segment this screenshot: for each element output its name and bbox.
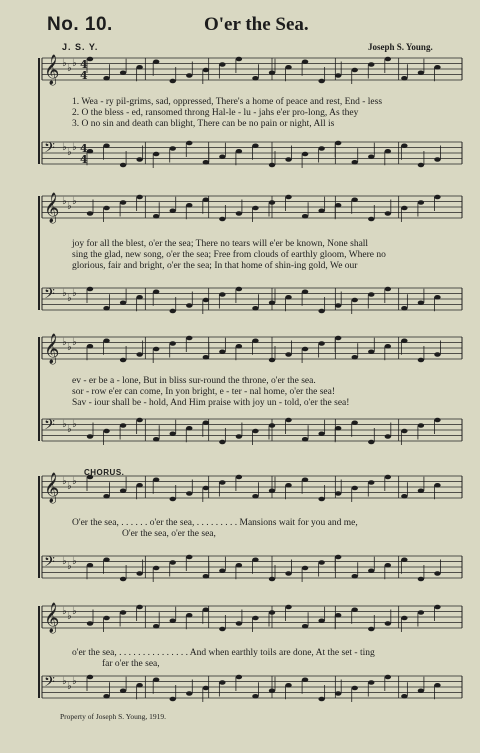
note-head [136,65,142,70]
lyric-line: joy for all the blest, o'er the sea; There no tears will e'er be known, None shall [72,239,369,249]
note-head [219,349,225,354]
flat-icon: ♭ [72,58,77,69]
flat-icon: ♭ [72,288,77,299]
note-head [401,306,407,311]
lyricist-credit: J. S. Y. [62,42,99,52]
note-head [368,480,374,485]
note-head [219,62,225,67]
flat-icon: ♭ [62,476,67,487]
note-head [434,195,440,200]
note-head [203,574,209,579]
note-head [219,680,225,685]
note-head [269,300,275,305]
note-head [269,488,275,493]
note-head [368,680,374,685]
note-head [186,555,192,560]
note-head [385,563,391,568]
note-head [203,68,209,73]
note-head [368,627,374,632]
note-head [120,610,126,615]
note-head [170,208,176,213]
note-head [252,206,258,211]
note-head [352,686,358,691]
note-head [368,349,374,354]
note-head [285,418,291,423]
note-head [103,557,109,562]
note-head [153,677,159,682]
lyric-line: o'er the sea, . . . . . . . . . . . . . . . And when earthly toils are done, At the set - ting [72,648,375,658]
note-head [252,143,258,148]
note-head [352,298,358,303]
flat-icon: ♭ [72,419,77,430]
lyric-line: sing the glad, new song, o'er the sea; Free from clouds of earthly gloom, Where no [72,250,386,260]
flat-icon: ♭ [62,606,67,617]
note-head [434,418,440,423]
note-head [170,431,176,436]
note-head [170,560,176,565]
flat-icon: ♭ [67,424,72,435]
note-head [120,688,126,693]
note-head [136,295,142,300]
hymn-title: O'er the Sea. [204,14,309,35]
note-head [186,426,192,431]
note-head [153,289,159,294]
note-head [219,627,225,632]
flat-icon: ♭ [67,611,72,622]
note-head [186,691,192,696]
bass-clef-icon: 𝄢 [44,286,55,306]
note-head [170,341,176,346]
note-head [236,211,242,216]
note-head [269,70,275,75]
note-head [236,344,242,349]
note-head [269,688,275,693]
time-signature: 4 [80,153,88,166]
flat-icon: ♭ [72,142,77,153]
flat-icon: ♭ [62,337,67,348]
note-head [385,287,391,292]
note-head [252,557,258,562]
note-head [203,486,209,491]
note-head [434,571,440,576]
time-signature: 4 [80,69,88,82]
note-head [418,163,424,168]
time-signature: 4 [80,142,88,155]
note-head [285,295,291,300]
note-head [269,423,275,428]
note-head [219,568,225,573]
note-head [136,195,142,200]
lyric-line: sor - row e'er can come, In yon bright, e - ter - nal home, o'er the sea! [72,387,335,397]
note-head [302,437,308,442]
treble-clef-icon: 𝄞 [44,473,60,503]
note-head [203,298,209,303]
note-head [170,146,176,151]
note-head [352,160,358,165]
note-head [401,694,407,699]
note-head [335,426,341,431]
note-head [385,675,391,680]
note-head [153,624,159,629]
note-head [401,429,407,434]
flat-icon: ♭ [72,196,77,207]
note-head [385,149,391,154]
note-head [368,217,374,222]
lyric-line: Sav - iour shall be - hold, And Him praise with joy un - told, o'er the sea! [72,398,350,408]
note-head [203,420,209,425]
bass-clef-icon: 𝄢 [44,417,55,437]
note-head [318,79,324,84]
note-head [170,309,176,314]
bass-clef-icon: 𝄢 [44,554,55,574]
note-head [335,691,341,696]
note-head [352,486,358,491]
note-head [368,292,374,297]
flat-icon: ♭ [67,293,72,304]
note-head [136,352,142,357]
note-head [418,488,424,493]
note-head [302,214,308,219]
treble-clef-icon: 𝄞 [44,334,60,364]
note-head [203,160,209,165]
note-head [153,152,159,157]
flat-icon: ♭ [62,288,67,299]
treble-clef-icon: 𝄞 [44,55,60,85]
note-head [87,211,93,216]
note-head [368,568,374,573]
note-head [120,70,126,75]
note-head [285,605,291,610]
flat-icon: ♭ [62,196,67,207]
note-head [103,494,109,499]
note-head [252,76,258,81]
lyric-line: 1. Wea - ry pil-grims, sad, oppressed, There's a home of peace and rest, End - less [72,97,383,107]
note-head [236,149,242,154]
note-head [87,57,93,62]
note-head [87,675,93,680]
flat-icon: ♭ [62,556,67,567]
note-head [186,613,192,618]
note-head [368,440,374,445]
note-head [302,347,308,352]
note-head [318,618,324,623]
flat-icon: ♭ [72,676,77,687]
flat-icon: ♭ [67,681,72,692]
lyric-line-bass: O'er the sea, o'er the sea, [122,529,216,539]
flat-icon: ♭ [72,606,77,617]
note-head [252,306,258,311]
note-head [170,79,176,84]
note-head [318,697,324,702]
note-head [352,574,358,579]
note-head [252,429,258,434]
note-head [269,163,275,168]
composer-credit: Joseph S. Young. [368,42,433,52]
note-head [236,57,242,62]
note-head [120,300,126,305]
note-head [103,143,109,148]
note-head [368,154,374,159]
note-head [285,157,291,162]
note-head [401,143,407,148]
note-head [335,303,341,308]
note-head [335,555,341,560]
note-head [252,494,258,499]
note-head [136,683,142,688]
note-head [352,420,358,425]
note-head [368,62,374,67]
note-head [87,149,93,154]
note-head [87,563,93,568]
note-head [285,571,291,576]
note-head [153,437,159,442]
note-head [252,694,258,699]
note-head [302,152,308,157]
note-head [352,197,358,202]
note-head [335,141,341,146]
note-head [219,154,225,159]
note-head [434,483,440,488]
flat-icon: ♭ [67,147,72,158]
flat-icon: ♭ [62,142,67,153]
note-head [318,341,324,346]
note-head [120,488,126,493]
bass-clef-icon: 𝄢 [44,674,55,694]
note-head [269,610,275,615]
note-head [136,605,142,610]
note-head [302,59,308,64]
note-head [186,491,192,496]
note-head [186,141,192,146]
note-head [153,477,159,482]
hymn-number: No. 10. [47,14,113,35]
note-head [170,618,176,623]
note-head [269,358,275,363]
note-head [269,200,275,205]
note-head [170,497,176,502]
note-head [434,295,440,300]
note-head [153,566,159,571]
note-head [136,571,142,576]
note-head [186,73,192,78]
note-head [285,683,291,688]
note-head [335,613,341,618]
note-head [103,616,109,621]
flat-icon: ♭ [72,556,77,567]
note-head [103,338,109,343]
lyric-line: O'er the sea, . . . . . . o'er the sea, . . . . . . . . . Mansions wait for you and me, [72,518,358,528]
note-head [87,344,93,349]
lyric-line: 3. O no sin and death can blight, There can be no pain or night, All is [72,119,335,129]
note-head [103,76,109,81]
note-head [302,566,308,571]
note-head [236,287,242,292]
flat-icon: ♭ [67,342,72,353]
note-head [401,76,407,81]
flat-icon: ♭ [62,676,67,687]
flat-icon: ♭ [62,419,67,430]
treble-clef-icon: 𝄞 [44,603,60,633]
note-head [318,309,324,314]
bass-clef-icon: 𝄢 [44,140,55,160]
note-head [236,434,242,439]
note-head [203,686,209,691]
flat-icon: ♭ [72,337,77,348]
note-head [352,68,358,73]
note-head [318,146,324,151]
note-head [236,563,242,568]
note-head [87,621,93,626]
note-head [87,287,93,292]
note-head [186,336,192,341]
lyric-line: glorious, fair and bright, o'er the sea; In that home of shin-ing gold, We our [72,261,358,271]
note-head [120,200,126,205]
note-head [103,694,109,699]
flat-icon: ♭ [62,58,67,69]
note-head [385,434,391,439]
note-head [136,418,142,423]
note-head [418,200,424,205]
note-head [335,336,341,341]
note-head [136,483,142,488]
note-head [385,621,391,626]
note-head [269,577,275,582]
note-head [434,605,440,610]
note-head [401,338,407,343]
note-head [170,697,176,702]
note-head [318,431,324,436]
note-head [434,157,440,162]
note-head [401,616,407,621]
note-head [103,429,109,434]
note-head [120,358,126,363]
flat-icon: ♭ [67,561,72,572]
flat-icon: ♭ [67,481,72,492]
note-head [186,203,192,208]
note-head [302,477,308,482]
note-head [153,59,159,64]
note-head [87,434,93,439]
note-head [252,338,258,343]
flat-icon: ♭ [67,201,72,212]
note-head [236,475,242,480]
note-head [219,440,225,445]
note-head [219,480,225,485]
note-head [203,355,209,360]
note-head [203,197,209,202]
note-head [335,73,341,78]
lyric-line-bass: far o'er the sea, [102,659,160,669]
note-head [285,483,291,488]
note-head [385,475,391,480]
note-head [219,217,225,222]
note-head [385,57,391,62]
note-head [302,289,308,294]
note-head [434,65,440,70]
flat-icon: ♭ [67,63,72,74]
note-head [186,303,192,308]
note-head [401,494,407,499]
note-head [418,577,424,582]
lyric-line: 2. O the bless - ed, ransomed throng Hal-le - lu - jahs e'er pro-long, As they [72,108,359,118]
note-head [136,157,142,162]
time-signature: 4 [80,58,88,71]
note-head [103,306,109,311]
note-head [418,358,424,363]
note-head [285,195,291,200]
note-head [352,607,358,612]
note-head [335,491,341,496]
note-head [302,677,308,682]
note-head [318,560,324,565]
note-head [385,211,391,216]
note-head [385,344,391,349]
note-head [318,208,324,213]
note-head [352,355,358,360]
note-head [418,70,424,75]
flat-icon: ♭ [72,476,77,487]
note-head [219,292,225,297]
note-head [120,423,126,428]
note-head [401,206,407,211]
note-head [252,616,258,621]
note-head [153,214,159,219]
note-head [236,621,242,626]
note-head [285,65,291,70]
note-head [401,557,407,562]
note-head [418,300,424,305]
note-head [418,423,424,428]
treble-clef-icon: 𝄞 [44,193,60,223]
note-head [153,347,159,352]
note-head [120,163,126,168]
lyric-line: ev - er be a - lone, But in bliss sur-round the throne, o'er the sea. [72,376,316,386]
note-head [120,577,126,582]
note-head [318,497,324,502]
note-head [103,206,109,211]
note-head [434,352,440,357]
note-head [418,688,424,693]
note-head [236,675,242,680]
note-head [335,203,341,208]
note-head [434,683,440,688]
note-head [203,607,209,612]
note-head [285,352,291,357]
copyright-footer: Property of Joseph S. Young, 1919. [60,712,167,721]
note-head [418,610,424,615]
note-head [302,624,308,629]
chorus-label: CHORUS. [84,468,125,477]
